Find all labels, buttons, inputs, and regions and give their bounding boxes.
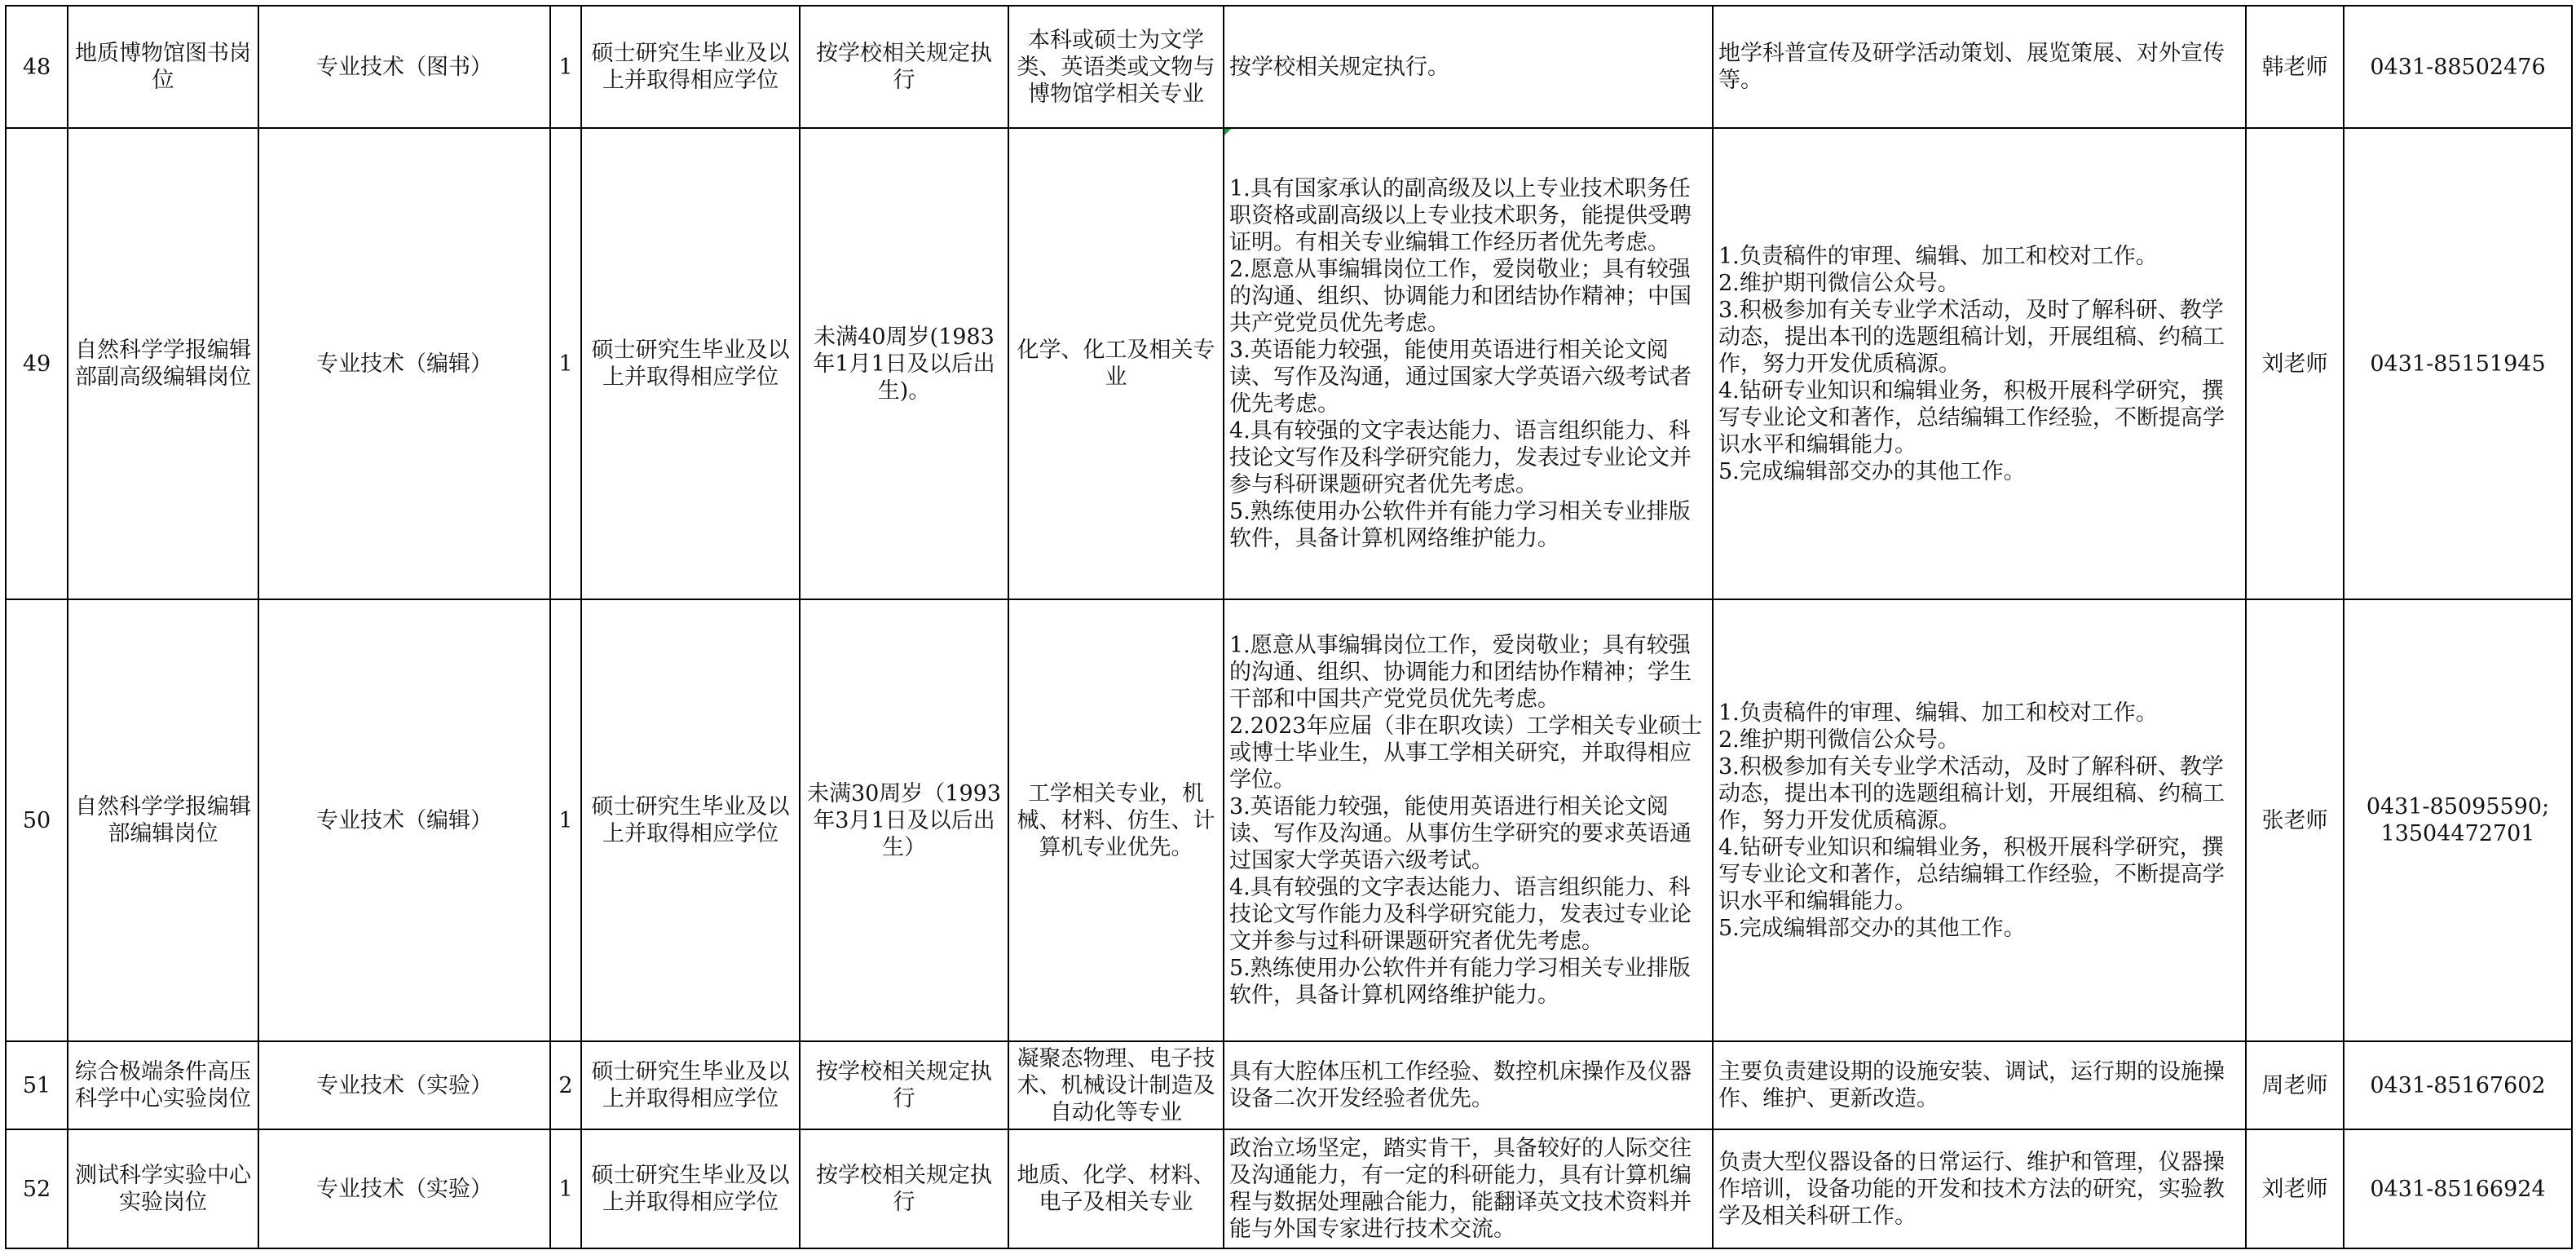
- hire-count: 2: [550, 1041, 581, 1129]
- job-duties-line: 2.维护期刊微信公众号。: [1718, 727, 1960, 753]
- contact-phone: [2344, 1041, 2572, 1129]
- job-duties: [1713, 599, 2246, 1041]
- age-requirement: 按学校相关规定执行: [800, 1041, 1008, 1129]
- job-duties: [1713, 1041, 2246, 1129]
- table-row: [6, 599, 2572, 1041]
- other-requirements-line: 4.具有较强的文字表达能力、语言组织能力、科技论文写作能力及科学研究能力，发表过专业论文并参与过科研课题研究者优先考虑。: [1229, 875, 1692, 954]
- row-number: 49: [6, 128, 68, 599]
- other-requirements-line: 3.英语能力较强，能使用英语进行相关论文阅读、写作及沟通。从事仿生学研究的要求英语通过国家大学英语六级考试。: [1229, 794, 1692, 873]
- post-category: 专业技术（实验）: [258, 1041, 550, 1129]
- other-requirements-line: 1.具有国家承认的副高级及以上专业技术职务任职资格或副高级以上专业技术职务，能提供受聘证明。有相关专业编辑工作经历者优先考虑。: [1229, 176, 1692, 255]
- education-requirement: 硕士研究生毕业及以上并取得相应学位: [581, 6, 800, 128]
- contact-person: 刘老师: [2246, 128, 2344, 599]
- contact-person: 韩老师: [2246, 6, 2344, 128]
- contact-phone: [2344, 6, 2572, 128]
- major-requirement: 化学、化工及相关专业: [1008, 128, 1224, 599]
- job-duties: [1713, 6, 2246, 128]
- other-requirements-line: 1.愿意从事编辑岗位工作，爱岗敬业；具有较强的沟通、组织、协调能力和团结协作精神；学生干部和中国共产党党员优先考虑。: [1229, 633, 1692, 712]
- other-requirements-line: 具有大腔体压机工作经验、数控机床操作及仪器设备二次开发经验者优先。: [1229, 1059, 1692, 1111]
- row-number: 51: [6, 1041, 68, 1129]
- hire-count: 1: [550, 1129, 581, 1248]
- other-requirements-line: 5.熟练使用办公软件并有能力学习相关专业排版软件，具备计算机网络维护能力。: [1229, 499, 1691, 551]
- age-requirement: 按学校相关规定执行: [800, 1129, 1008, 1248]
- recruitment-table: [5, 5, 2573, 1249]
- education-requirement: 硕士研究生毕业及以上并取得相应学位: [581, 599, 800, 1041]
- post-name: 自然科学学报编辑部副高级编辑岗位: [68, 128, 258, 599]
- row-number: 52: [6, 1129, 68, 1248]
- other-requirements-line: 按学校相关规定执行。: [1229, 54, 1449, 80]
- job-duties-line: 地学科普宣传及研学活动策划、展览策展、对外宣传等。: [1718, 41, 2225, 93]
- row-number: 48: [6, 6, 68, 128]
- other-requirements-line: 4.具有较强的文字表达能力、语言组织能力、科技论文写作及科学研究能力，发表过专业论文并参与科研课题研究者优先考虑。: [1229, 418, 1692, 497]
- post-category: 专业技术（图书）: [258, 6, 550, 128]
- contact-phone-line: 13504472701: [2380, 821, 2535, 846]
- job-duties-line: 3.积极参加有关专业学术活动，及时了解科研、教学动态，提出本刊的选题组稿计划，开展组稿、约稿工作，努力开发优质稿源。: [1718, 753, 2225, 833]
- contact-phone-line: 0431-85167602: [2370, 1072, 2546, 1098]
- contact-phone-line: 0431-85151945: [2370, 351, 2546, 377]
- major-requirement: 地质、化学、材料、电子及相关专业: [1008, 1129, 1224, 1248]
- other-requirements: [1224, 128, 1713, 599]
- job-duties-line: 3.积极参加有关专业学术活动，及时了解科研、教学动态，提出本刊的选题组稿计划，开展组稿、约稿工作，努力开发优质稿源。: [1718, 297, 2225, 377]
- job-duties-line: 5.完成编辑部交办的其他工作。: [1718, 458, 2026, 484]
- table-row: [6, 128, 2572, 599]
- job-duties-line: 负责大型仪器设备的日常运行、维护和管理，仪器操作培训，设备功能的开发和技术方法的研究，实验教学及相关科研工作。: [1718, 1149, 2225, 1229]
- job-duties-line: 1.负责稿件的审理、编辑、加工和校对工作。: [1718, 243, 2158, 269]
- education-requirement: 硕士研究生毕业及以上并取得相应学位: [581, 1129, 800, 1248]
- other-requirements: [1224, 6, 1713, 128]
- other-requirements-line: 3.英语能力较强，能使用英语进行相关论文阅读、写作及沟通，通过国家大学英语六级考试者优先考虑。: [1229, 338, 1692, 417]
- other-requirements: [1224, 1129, 1713, 1248]
- education-requirement: 硕士研究生毕业及以上并取得相应学位: [581, 128, 800, 599]
- contact-person: 刘老师: [2246, 1129, 2344, 1248]
- post-category: 专业技术（实验）: [258, 1129, 550, 1248]
- post-name: 测试科学实验中心实验岗位: [68, 1129, 258, 1248]
- post-name: 地质博物馆图书岗位: [68, 6, 258, 128]
- job-duties-line: 4.钻研专业知识和编辑业务，积极开展科学研究，撰写专业论文和著作，总结编辑工作经验，不断提高学识水平和编辑能力。: [1718, 834, 2225, 914]
- table-row: [6, 6, 2572, 128]
- major-requirement: 本科或硕士为文学类、英语类或文物与博物馆学相关专业: [1008, 6, 1224, 128]
- job-duties-line: 5.完成编辑部交办的其他工作。: [1718, 915, 2026, 941]
- table-row: [6, 1129, 2572, 1248]
- major-requirement: 凝聚态物理、电子技术、机械设计制造及自动化等专业: [1008, 1041, 1224, 1129]
- post-name: 综合极端条件高压科学中心实验岗位: [68, 1041, 258, 1129]
- table-body: [6, 6, 2572, 1248]
- contact-phone-line: 0431-85095590;: [2366, 794, 2550, 819]
- contact-person: 周老师: [2246, 1041, 2344, 1129]
- table-row: [6, 1041, 2572, 1129]
- education-requirement: 硕士研究生毕业及以上并取得相应学位: [581, 1041, 800, 1129]
- contact-phone-line: 0431-85166924: [2370, 1176, 2546, 1202]
- major-requirement: 工学相关专业，机械、材料、仿生、计算机专业优先。: [1008, 599, 1224, 1041]
- other-requirements-line: 政治立场坚定，踏实肯干，具备较好的人际交往及沟通能力，有一定的科研能力，具有计算机编程与数据处理融合能力，能翻译英文技术资料并能与外国专家进行技术交流。: [1229, 1136, 1692, 1242]
- post-category: 专业技术（编辑）: [258, 128, 550, 599]
- job-duties-line: 4.钻研专业知识和编辑业务，积极开展科学研究，撰写专业论文和著作，总结编辑工作经验，不断提高学识水平和编辑能力。: [1718, 378, 2225, 457]
- contact-phone: [2344, 128, 2572, 599]
- other-requirements: [1224, 599, 1713, 1041]
- job-duties-line: 2.维护期刊微信公众号。: [1718, 270, 1960, 296]
- age-requirement: 未满40周岁(1983年1月1日及以后出生)。: [800, 128, 1008, 599]
- age-requirement: 按学校相关规定执行: [800, 6, 1008, 128]
- row-number: 50: [6, 599, 68, 1041]
- post-name: 自然科学学报编辑部编辑岗位: [68, 599, 258, 1041]
- hire-count: 1: [550, 6, 581, 128]
- post-category: 专业技术（编辑）: [258, 599, 550, 1041]
- hire-count: 1: [550, 599, 581, 1041]
- contact-person: 张老师: [2246, 599, 2344, 1041]
- contact-phone-line: 0431-88502476: [2370, 54, 2546, 80]
- job-duties-line: 主要负责建设期的设施安装、调试，运行期的设施操作、维护、更新改造。: [1718, 1059, 2225, 1111]
- job-duties: [1713, 128, 2246, 599]
- hire-count: 1: [550, 128, 581, 599]
- job-duties: [1713, 1129, 2246, 1248]
- job-duties-line: 1.负责稿件的审理、编辑、加工和校对工作。: [1718, 700, 2158, 726]
- other-requirements: [1224, 1041, 1713, 1129]
- other-requirements-line: 2.愿意从事编辑岗位工作，爱岗敬业；具有较强的沟通、组织、协调能力和团结协作精神；中国共产党党员优先考虑。: [1229, 257, 1692, 336]
- other-requirements-line: 5.熟练使用办公软件并有能力学习相关专业排版软件，具备计算机网络维护能力。: [1229, 956, 1691, 1008]
- other-requirements-line: 2.2023年应届（非在职攻读）工学相关专业硕士或博士毕业生，从事工学相关研究，并取得相应学位。: [1229, 713, 1703, 793]
- age-requirement: 未满30周岁（1993年3月1日及以后出生）: [800, 599, 1008, 1041]
- contact-phone: [2344, 1129, 2572, 1248]
- contact-phone: [2344, 599, 2572, 1041]
